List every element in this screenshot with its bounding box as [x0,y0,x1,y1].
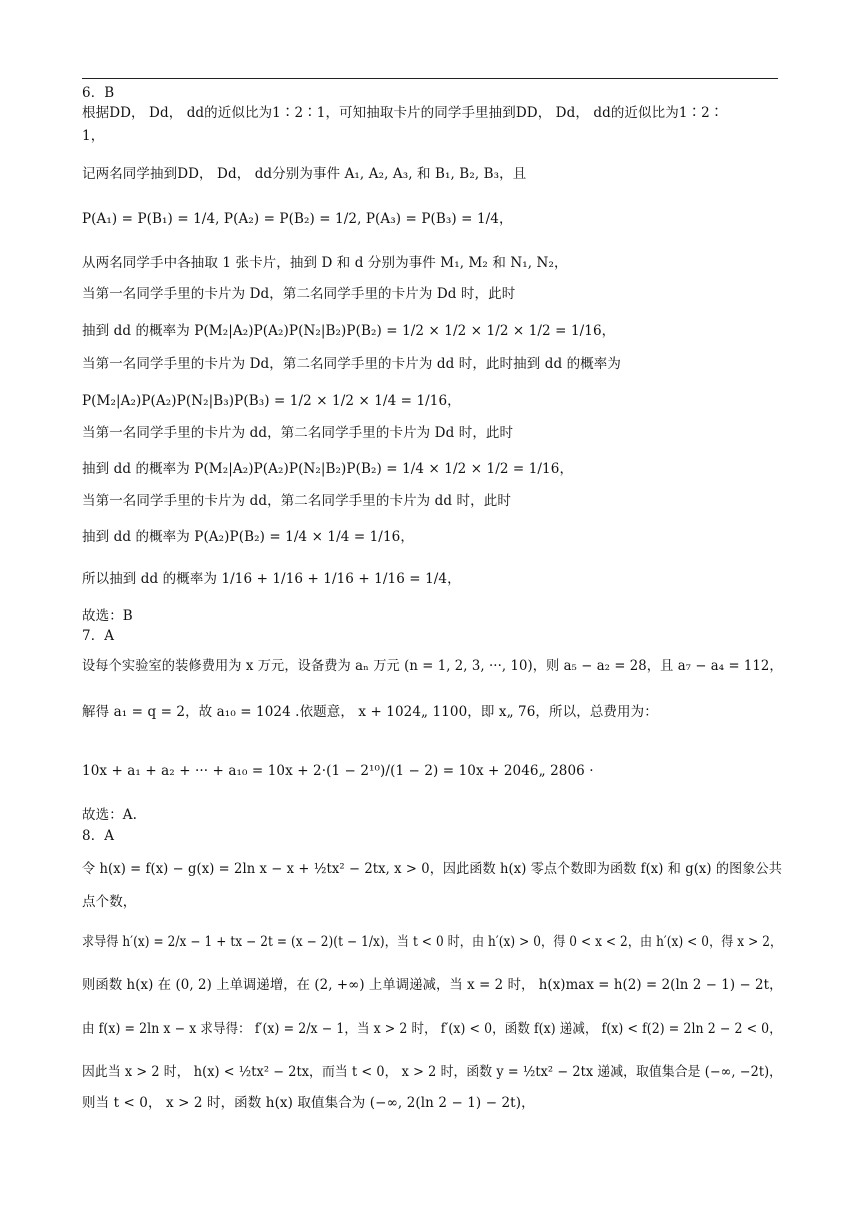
text-line: 设每个实验室的装修费用为 x 万元，设备费为 aₙ 万元 (n = 1, 2, 3, ···, 10)，则 a₅ − a₂ = 28，且 a₇ − a₄ = 112， [82,658,783,674]
text-line: 抽到 dd 的概率为 P(M₂|A₂)P(A₂)P(N₂|B₂)P(B₂) = 1/2 × 1/2 × 1/2 × 1/2 = 1/16， [82,323,616,339]
text-line: 令 h(x) = f(x) − g(x) = 2ln x − x + ½tx² − 2tx, x > 0，因此函数 h(x) 零点个数即为函数 f(x) 和 g(x) 的图象公共 [82,861,782,877]
text-line: 因此当 x > 2 时， h(x) < ½tx² − 2tx，而当 t < 0， x > 2 时，函数 y = ½tx² − 2tx 递减，取值集合是 (−∞, −2t)， [82,1064,783,1080]
header-rule [82,78,778,79]
text-line: 6．B [82,85,115,101]
text-line: 求导得 h′(x) = 2/x − 1 + tx − 2t = (x − 2)(t − 1/x)，当 t < 0 时，由 h′(x) > 0，得 0 < x < 2，由 h′(x) < 0，得 x > 2， [82,934,783,950]
text-line: 故选：A. [82,807,138,823]
text-line: 当第一名同学手里的卡片为 Dd，第二名同学手里的卡片为 dd 时，此时抽到 dd 的概率为 [82,356,621,372]
text-line: 1， [82,128,105,144]
text-line: 10x + a₁ + a₂ + ··· + a₁₀ = 10x + 2·(1 − 2¹⁰)/(1 − 2) = 10x + 2046„ 2806 · [82,763,594,779]
text-line: 点个数， [82,894,137,910]
text-line: 抽到 dd 的概率为 P(M₂|A₂)P(A₂)P(N₂|B₂)P(B₂) = 1/4 × 1/2 × 1/2 = 1/16， [82,461,574,477]
text-line: 7．A [82,628,115,644]
text-line: P(M₂|A₂)P(A₂)P(N₂|B₃)P(B₃) = 1/2 × 1/2 × 1/4 = 1/16， [82,393,461,409]
text-line: 所以抽到 dd 的概率为 1/16 + 1/16 + 1/16 + 1/16 = 1/4， [82,571,461,587]
text-line: 根据DD， Dd， dd的近似比为1∶2∶1，可知抽取卡片的同学手里抽到DD， Dd， dd的近似比为1∶2∶ [82,105,724,121]
text-line: P(A₁) = P(B₁) = 1/4, P(A₂) = P(B₂) = 1/2, P(A₃) = P(B₃) = 1/4， [82,211,513,227]
text-line: 则当 t < 0， x > 2 时，函数 h(x) 取值集合为 (−∞, 2(ln 2 − 1) − 2t)， [82,1095,535,1111]
text-line: 当第一名同学手里的卡片为 Dd，第二名同学手里的卡片为 Dd 时，此时 [82,286,516,302]
text-line: 抽到 dd 的概率为 P(A₂)P(B₂) = 1/4 × 1/4 = 1/16， [82,529,414,545]
text-line: 故选：B [82,608,133,624]
text-line: 解得 a₁ = q = 2，故 a₁₀ = 1024 .依题意， x + 1024„ 1100，即 x„ 76，所以，总费用为： [82,704,658,720]
text-line: 从两名同学手中各抽取 1 张卡片，抽到 D 和 d 分别为事件 M₁, M₂ 和 N₁, N₂， [82,255,568,271]
text-line: 由 f(x) = 2ln x − x 求导得： f′(x) = 2/x − 1，当 x > 2 时， f′(x) < 0，函数 f(x) 递减， f(x) < f(2) = 2ln 2 − 2 < 0， [82,1021,782,1037]
text-line: 记两名同学抽到DD， Dd， dd分别为事件 A₁, A₂, A₃, 和 B₁, B₂, B₃，且 [82,166,527,182]
text-line: 当第一名同学手里的卡片为 dd，第二名同学手里的卡片为 dd 时，此时 [82,493,511,509]
text-line: 8．A [82,828,115,844]
text-line: 当第一名同学手里的卡片为 dd，第二名同学手里的卡片为 Dd 时，此时 [82,425,514,441]
text-line: 则函数 h(x) 在 (0, 2) 上单调递增，在 (2, +∞) 上单调递减，当 x = 2 时， h(x)max = h(2) = 2(ln 2 − 1) − 2t， [82,977,783,993]
